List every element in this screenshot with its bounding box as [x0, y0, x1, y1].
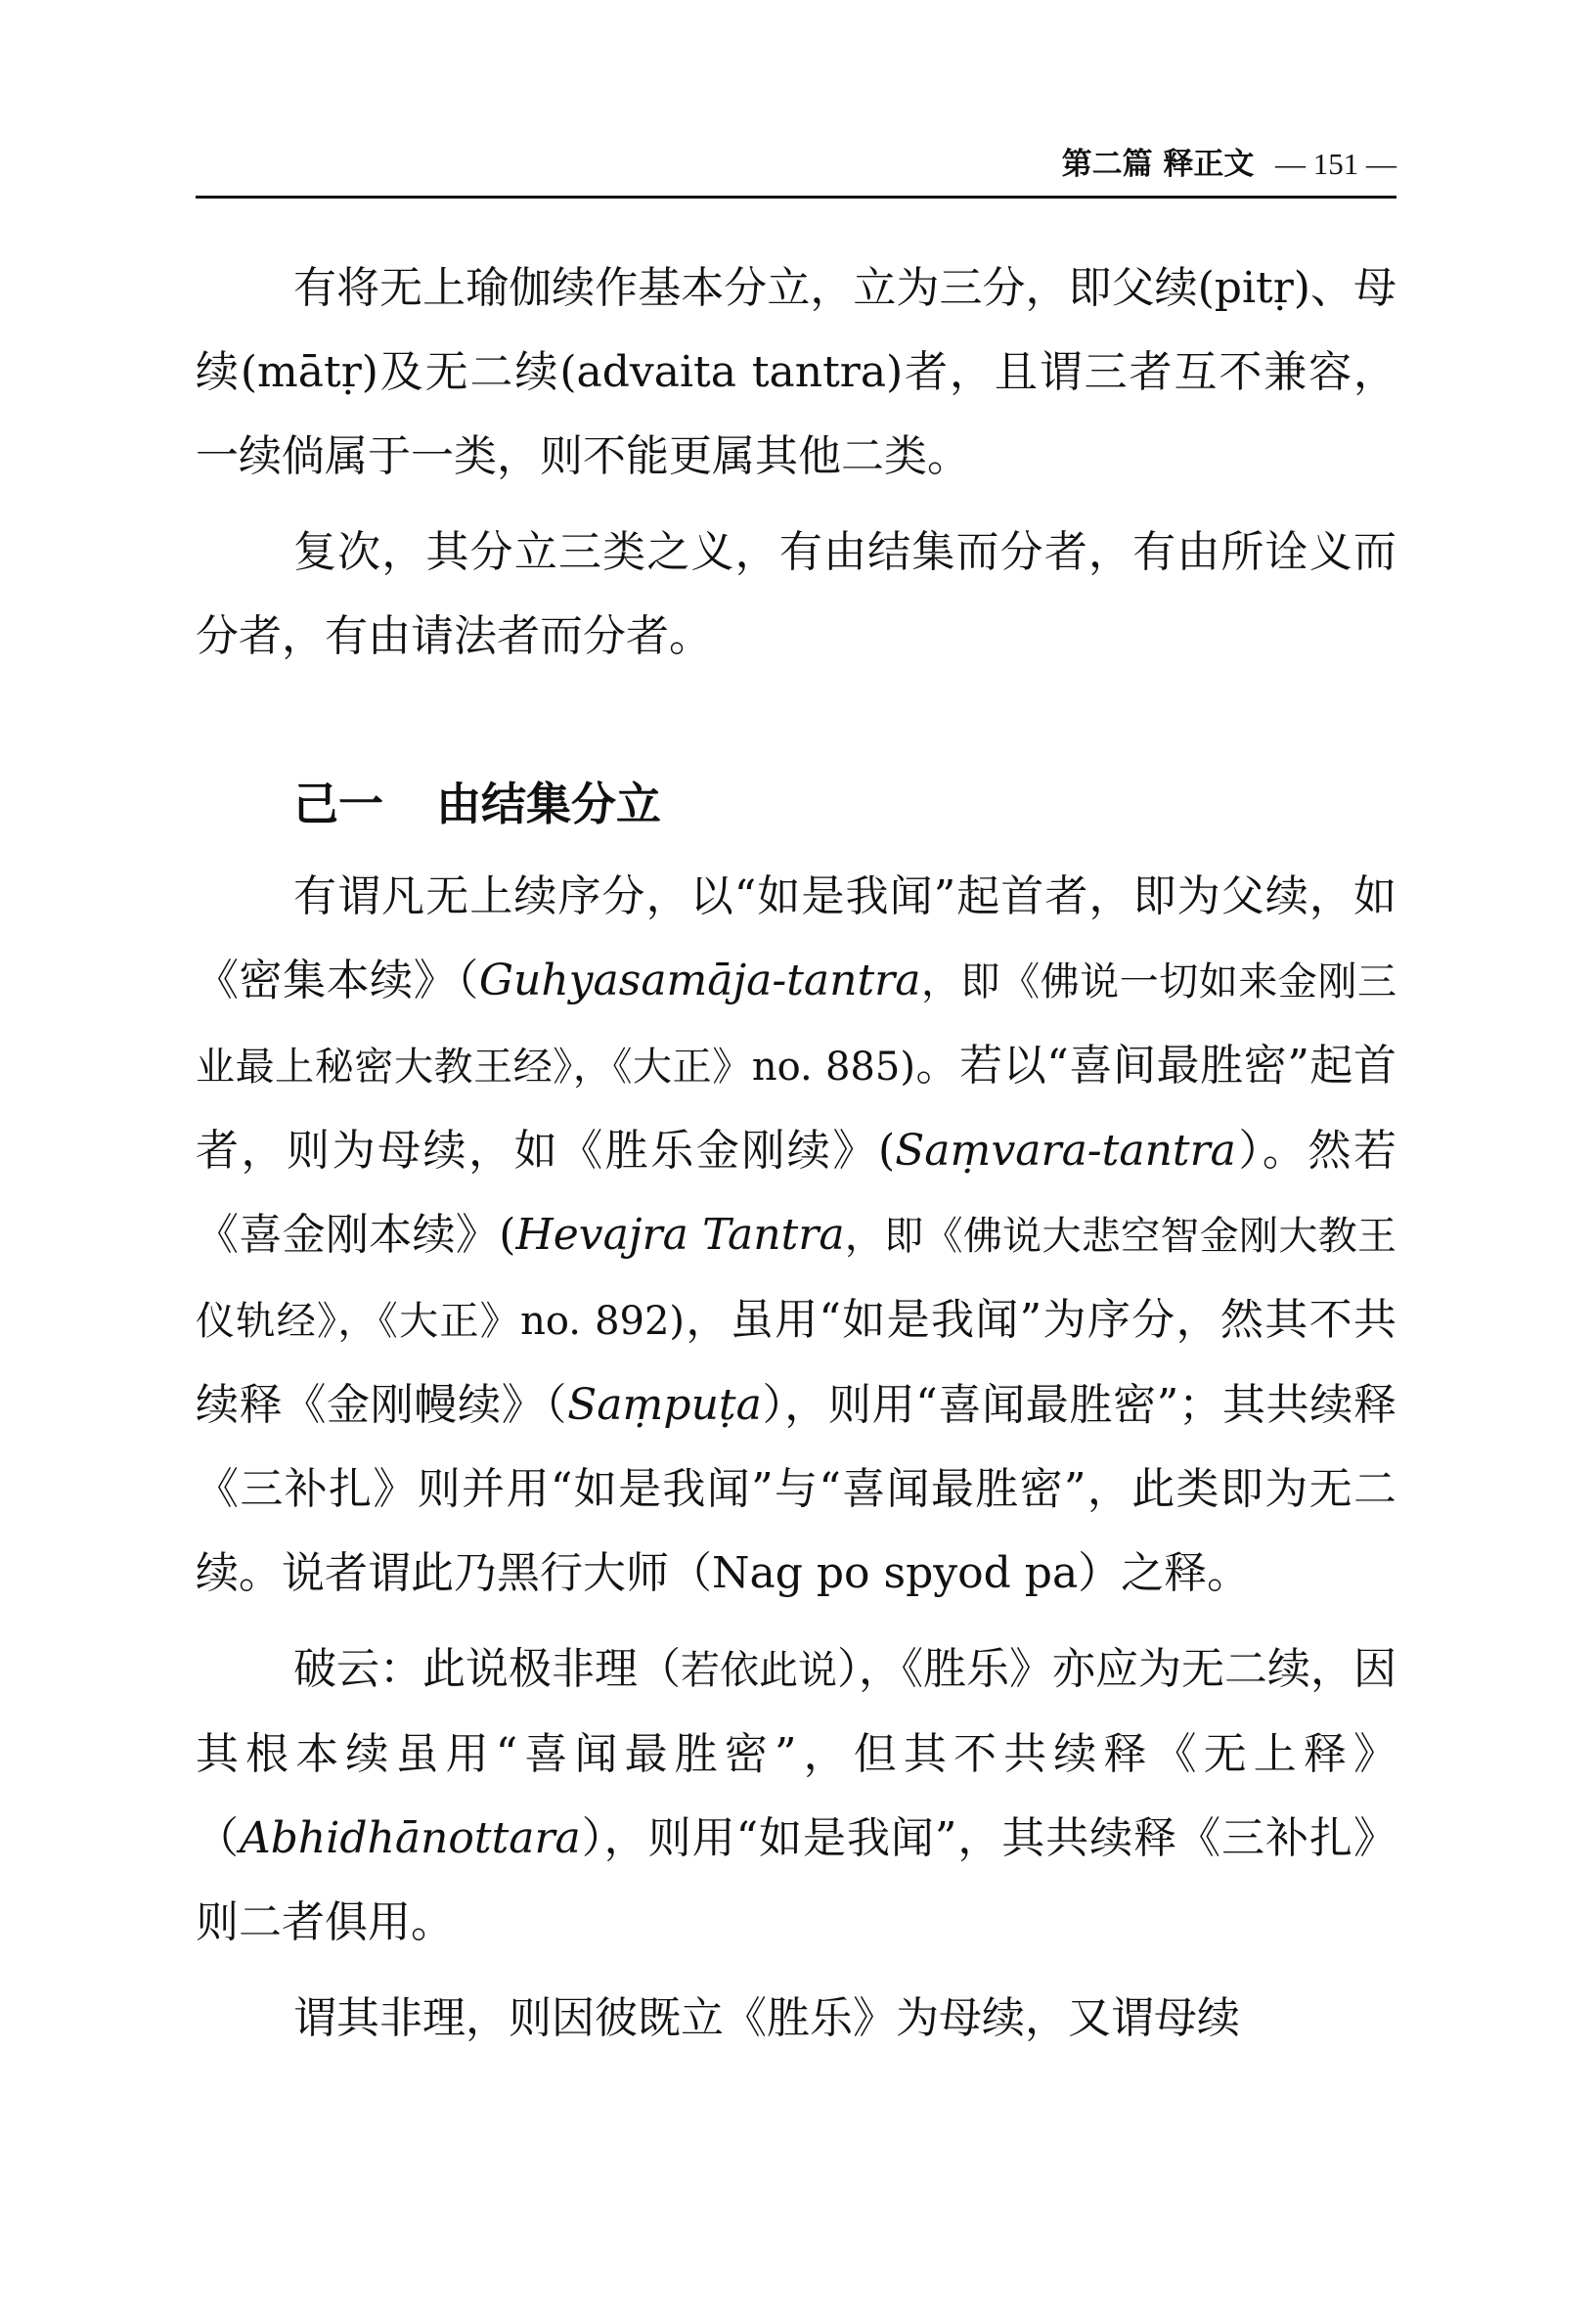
- header-text: [1062, 145, 1396, 184]
- paragraph-4: [196, 1627, 1396, 1965]
- section-heading: [196, 765, 1396, 843]
- section-gap: [196, 679, 1396, 765]
- paragraph-3: [196, 855, 1396, 1616]
- p4-title-abhidhanottara: Abhidhānottara: [239, 1813, 581, 1863]
- paragraph-1: 有将无上瑜伽续作基本分立，立为三分，即父续(pitṛ)、母续(mātṛ)及无二续(advaita tantra)者，且谓三者互不兼容，一续倘属于一类，则不能更属其他二类。: [196, 263, 1396, 481]
- p3-text-a: 有谓凡无上续序分，以“如是我闻”起首者，即为父续，如《密集本续》（: [196, 871, 1396, 1005]
- p3-title-guhyasamaja: Guhyasamāja-tantra: [478, 956, 921, 1005]
- p4-text-c: ），《胜乐》亦应为无二续，因其根本续虽用“喜闻最胜密”，但其不共续释《无上释》（: [196, 1644, 1396, 1863]
- p3-title-samputa: Saṃpuṭa: [567, 1380, 762, 1430]
- running-header: [196, 145, 1396, 199]
- paragraph-2: 复次，其分立三类之义，有由结集而分者，有由所诠义而分者，有由请法者而分者。: [196, 527, 1396, 661]
- p3-text-f: ）。然若《喜金刚本续》(: [196, 1126, 1396, 1260]
- page-body: [196, 246, 1396, 2061]
- p4-note: 若依此说: [681, 1648, 837, 1693]
- paragraph-5: 谓其非理，则因彼既立《胜乐》为母续，又谓母续: [293, 1993, 1240, 2043]
- section-number: 己一: [293, 778, 383, 830]
- p3-text-i: ，虽用“如是我闻”为序分，然其不共续释《金刚幔续》（: [196, 1295, 1396, 1430]
- page-number: — 151 —: [1275, 147, 1396, 181]
- p3-title-samvara: Saṃvara-tantra: [895, 1126, 1236, 1176]
- p3-text-k: ），则用“喜闻最胜密”；其共续释《三补扎》则并用“如是我闻”与“喜闻最胜密”，此类即为无二续。说者谓此乃黑行大师（Nag po spyod pa）之释。: [196, 1380, 1396, 1598]
- p3-note-hevajra: ，即《佛说大悲空智金刚大教王仪轨经》，《大正》no. 892): [196, 1214, 1397, 1344]
- section-title: 由结集分立: [436, 778, 661, 830]
- p4-text-e: ），则用“如是我闻”，其共续释《三补扎》则二者俱用。: [196, 1813, 1396, 1947]
- p3-text-d: 。若以“喜间最胜密”起首者，则为母续，如《胜乐金刚续》(: [196, 1041, 1396, 1176]
- chapter-title: 第二篇 释正文: [1061, 147, 1255, 182]
- p4-text-a: 破云：此说极非理（: [293, 1644, 681, 1694]
- p3-title-hevajra: Hevajra Tantra: [515, 1210, 845, 1260]
- p3-note-guhyasamaja: ，即《佛说一切如来金刚三业最上秘密大教王经》，《大正》no. 885): [196, 959, 1397, 1090]
